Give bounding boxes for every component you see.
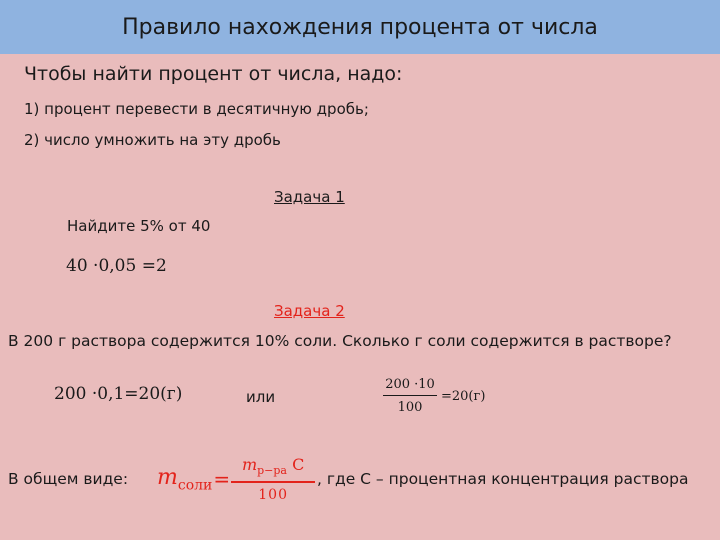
- fraction-denominator: 100: [397, 400, 423, 415]
- rule-step-2: 2) число умножить на эту дробь: [24, 131, 281, 149]
- slide-title: Правило нахождения процента от числа: [122, 14, 598, 40]
- formula-numerator: [242, 455, 304, 481]
- general-formula: [157, 455, 315, 503]
- task-1-question: Найдите 5% от 40: [67, 217, 211, 235]
- rule-step-1: 1) процент перевести в десятичную дробь;: [24, 100, 369, 118]
- task-2-solution-decimal: 200 ·0,1=20(г): [54, 384, 183, 404]
- task-2-label: Задача 2: [274, 302, 345, 320]
- formula-lhs-subscript: соли: [177, 477, 213, 494]
- or-text: или: [246, 388, 276, 406]
- formula-num-factor: С: [286, 455, 305, 474]
- general-form-explanation: , где С – процентная концентрация раствора: [317, 470, 689, 488]
- formula-lhs: [157, 465, 212, 493]
- title-bar: [0, 0, 720, 54]
- formula-lhs-symbol: m: [157, 464, 178, 490]
- formula-num-symbol: m: [241, 455, 258, 474]
- rule-intro: Чтобы найти процент от числа, надо:: [24, 63, 403, 85]
- fraction: [383, 377, 437, 415]
- task-2-solution-fraction: [383, 377, 485, 415]
- general-form-label: В общем виде:: [8, 470, 129, 488]
- task-2-question: В 200 г раствора содержится 10% соли. Сколько г соли содержится в растворе?: [8, 332, 672, 350]
- formula-denominator: 100: [258, 487, 288, 504]
- task-1-label: Задача 1: [274, 188, 345, 206]
- formula-fraction: [231, 455, 315, 503]
- formula-equals: =: [213, 467, 231, 492]
- formula-num-subscript: р−ра: [257, 464, 287, 478]
- task-1-solution: 40 ·0,05 =2: [66, 256, 167, 276]
- fraction-result: =20(г): [441, 388, 486, 404]
- fraction-numerator: 200 ·10: [385, 377, 435, 392]
